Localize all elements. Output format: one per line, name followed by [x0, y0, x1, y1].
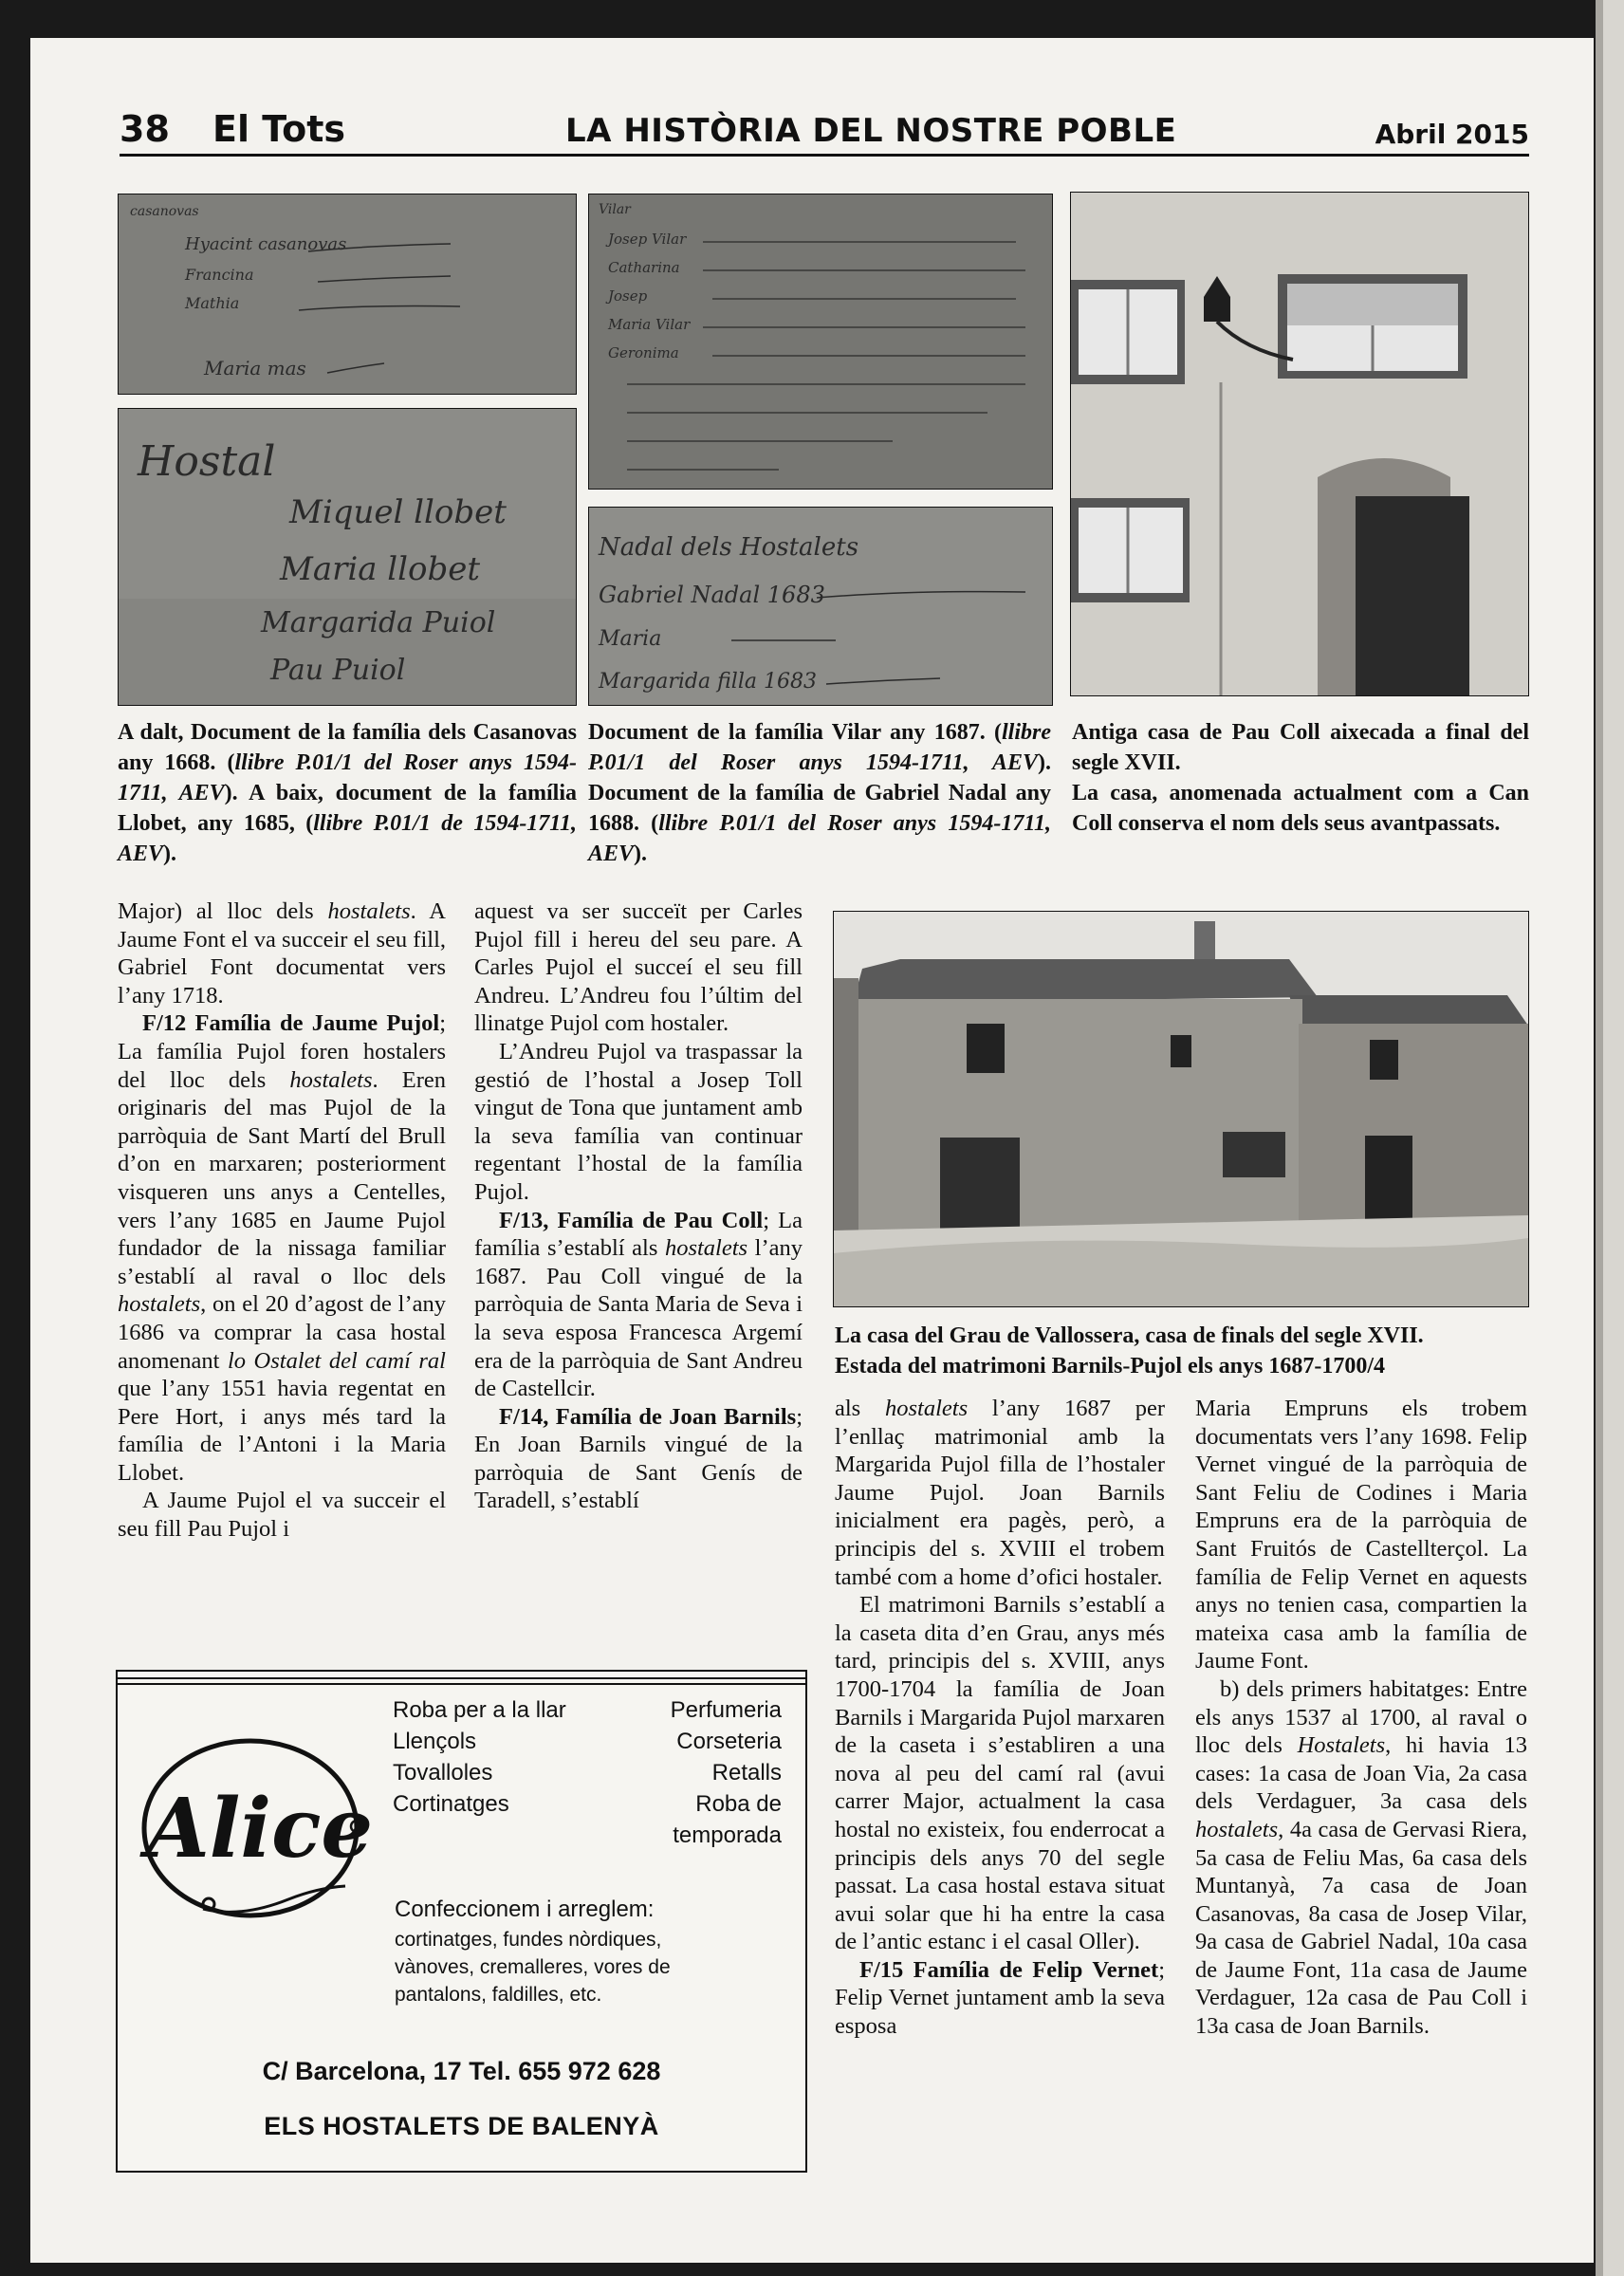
- document-text-line: Francina: [185, 266, 254, 284]
- document-text-line: Vilar: [599, 202, 631, 217]
- logo-text: Alice: [146, 1781, 374, 1877]
- subheading-f14: F/14, Família de Joan Barnils: [499, 1403, 797, 1430]
- caption-documents-casanovas-llobet: A dalt, Document de la família dels Casanovas any 1668. (llibre P.01/1 del Roser anys 1594-1711, AEV). A baix, document de la família Llobet, any 1685, (llibre P.01/1 de 1594-1711, AEV).: [118, 720, 578, 866]
- document-text-line: Margarida Puiol: [261, 606, 496, 639]
- document-text-line: Catharina: [608, 259, 680, 276]
- article-paragraph: Maria Empruns els trobem documentats vers l’any 1698. Felip Vernet vingué de la parròquia de Sant Feliu de Codines i Maria Empruns era de la parròquia de Sant Fruitós de Castellterçol. La família de Felip Vernet en aquests anys no tenien casa, compartien la mateixa casa amb la família de Jaume Font.: [1195, 1396, 1527, 1675]
- page-edge: [1596, 0, 1624, 2276]
- page-header: [120, 106, 1529, 157]
- product-item: Corseteria: [676, 1729, 782, 1754]
- document-text-line: casanovas: [130, 204, 199, 219]
- article-paragraph: A Jaume Pujol el va succeir el seu fill Pau Pujol i: [118, 1488, 446, 1543]
- products-left-list: [393, 1694, 582, 1820]
- photo-document-llobet: [118, 408, 577, 706]
- confection-title: Confeccionem i arreglem:: [395, 1897, 655, 1922]
- article-paragraph: El matrimoni Barnils s’establí a la caseta dita d’en Grau, anys més tard, principis del s. XVIII, anys 1700-1704 la família de Joan Barnils i Margarida Pujol marxaren de la caseta i s’establiren a una nova al peu del camí ral (avui carrer Major, actualment la casa hostal no existeix, fou enderrocat a principis dels anys 70 del segle passat. La casa hostal estava situat avui solar que hi ha entre la casa de l’antic estanc i el casal Oller).: [835, 1592, 1165, 1955]
- article-column-2: [474, 897, 803, 1515]
- product-item: Llençols: [393, 1729, 477, 1754]
- article-paragraph: F/14, Família de Joan Barnils; En Joan Barnils vingué de la parròquia de Sant Genís de Taradell, s’establí: [474, 1403, 803, 1514]
- advertisement-alice: [116, 1670, 807, 2173]
- product-item: Roba per a la llar: [393, 1697, 566, 1723]
- subheading-f15: F/15 Família de Felip Vernet: [859, 1956, 1159, 1983]
- document-text-line: Geronima: [608, 344, 679, 361]
- document-text-line: Pau Puiol: [270, 654, 406, 687]
- article-paragraph: Major) al lloc dels hostalets. A Jaume Font el va succeir el seu fill, Gabriel Font documentat vers l’any 1718.: [118, 898, 447, 1008]
- product-item: temporada: [673, 1823, 782, 1848]
- photo-document-casanovas: [118, 194, 577, 395]
- article-paragraph: F/12 Família de Jaume Pujol; La família Pujol foren hostalers del lloc dels hostalets. Eren originaris del mas Pujol de la parròquia de Sant Martí del Brull d’on en marxaren; posteriorment visqueren uns anys a Centelles, vers l’any 1685 en Jaume Pujol fundador de la nissaga familiar s’establí al raval o lloc dels hostalets, on el 20 d’agost de l’any 1686 va comprar la casa hostal anomenant lo Ostalet del camí ral que l’any 1551 havia regentat en Pere Hort, i anys més tard la família de l’Antoni i la Maria Llobet.: [118, 1010, 446, 1486]
- photo-document-nadal: [588, 507, 1053, 706]
- article-paragraph: aquest va ser succeït per Carles Pujol fill i hereu del seu pare. A Carles Pujol el succeí el seu fill Andreu. L’Andreu fou l’últim del llinatge Pujol com hostaler.: [474, 898, 803, 1037]
- document-text-line: Hyacint casanovas: [185, 234, 347, 254]
- product-item: Roba de: [695, 1791, 782, 1817]
- alice-logo: [137, 1714, 383, 1933]
- photo-grau-de-vallossera: [833, 911, 1529, 1307]
- shop-town: ELS HOSTALETS DE BALENYÀ: [264, 2112, 659, 2140]
- document-text-line: Josep: [608, 287, 648, 305]
- document-text-line: Maria llobet: [280, 550, 481, 588]
- document-text-line: Josep Vilar: [608, 231, 687, 248]
- document-text-line: Maria: [599, 627, 662, 651]
- document-text-line: Miquel llobet: [289, 493, 507, 531]
- document-text-line: Nadal dels Hostalets: [599, 533, 859, 562]
- article-paragraph: F/15 Família de Felip Vernet; Felip Vernet juntament amb la seva esposa: [835, 1956, 1165, 2040]
- product-item: Tovalloles: [393, 1760, 493, 1786]
- publication-name: El Tots: [212, 108, 345, 150]
- caption-grau-de-vallossera: La casa del Grau de Vallossera, casa de finals del segle XVII. Estada del matrimoni Barnils-Pujol els anys 1687-1700/4: [835, 1323, 1424, 1379]
- caption-documents-vilar-nadal: Document de la família Vilar any 1687. (llibre P.01/1 del Roser anys 1594-1711, AEV). Document de la família de Gabriel Nadal any 1688. (llibre P.01/1 del Roser anys 1594-1711, AEV).: [588, 720, 1051, 866]
- article-column-3: [835, 1395, 1165, 2041]
- section-title: LA HISTÒRIA DEL NOSTRE POBLE: [565, 112, 1177, 150]
- article-column-4: [1195, 1395, 1527, 2041]
- product-item: Cortinatges: [393, 1791, 509, 1817]
- article-paragraph: L’Andreu Pujol va traspassar la gestió de l’hostal a Josep Toll vingut de Tona que juntament amb la seva família van continuar regentant l’hostal de la família Pujol.: [474, 1038, 803, 1205]
- document-text-line: Maria mas: [204, 357, 306, 379]
- subheading-f12: F/12 Família de Jaume Pujol: [142, 1010, 440, 1037]
- product-item: Perfumeria: [670, 1697, 782, 1723]
- article-paragraph: als hostalets l’any 1687 per l’enllaç matrimonial amb la Margarida Pujol filla de l’hostaler Jaume Pujol. Joan Barnils inicialment era pagès, però, a principis del s. XVIII el trobem també com a home d’ofici hostaler.: [835, 1396, 1166, 1590]
- article-column-1: [118, 897, 446, 1544]
- confection-items: cortinatges, fundes nòrdiques, vànoves, cremalleres, vores de pantalons, faldilles, etc.: [395, 1929, 671, 2006]
- article-paragraph: F/13, Família de Pau Coll; La família s’establí als hostalets l’any 1687. Pau Coll vingué de la parròquia de Santa Maria de Seva i la seva esposa Francesca Argemí era de la parròquia de Sant Andreu de Castellcir.: [474, 1207, 803, 1402]
- issue-date: Abril 2015: [1375, 119, 1529, 150]
- product-item: Retalls: [711, 1760, 782, 1786]
- caption-can-coll: Antiga casa de Pau Coll aixecada a final del segle XVII. La casa, anomenada actualment com a Can Coll conserva el nom dels seus avantpassats.: [1072, 720, 1529, 836]
- article-paragraph: b) dels primers habitatges: Entre els anys 1537 al 1700, al raval o lloc dels Hostalets, hi havia 13 cases: 1a casa de Joan Via, 2a casa dels Verdaguer, 3a casa dels hostalets, 4a casa de Gervasi Riera, 5a casa de Feliu Mas, 6a casa dels Muntanyà, 7a casa de Joan Casanovas, 8a casa de Josep Vilar, 9a casa de Gabriel Nadal, 10a casa de Jaume Font, 11a casa de Jaume Verdaguer, 12a casa de Pau Coll i 13a casa de Joan Barnils.: [1195, 1675, 1527, 2040]
- shop-address: C/ Barcelona, 17 Tel. 655 972 628: [262, 2057, 661, 2085]
- document-text-line: Gabriel Nadal 1683: [599, 582, 825, 608]
- products-right-list: [611, 1694, 782, 1851]
- document-text-line: Margarida filla 1683: [599, 670, 817, 694]
- page-number: 38: [120, 108, 170, 150]
- document-text-line: Maria Vilar: [608, 316, 691, 333]
- photo-document-vilar: [588, 194, 1053, 490]
- document-text-line: Hostal: [138, 437, 276, 486]
- document-text-line: Mathia: [185, 294, 240, 312]
- subheading-f13: F/13, Família de Pau Coll: [499, 1207, 764, 1233]
- photo-can-coll-house: [1070, 192, 1529, 696]
